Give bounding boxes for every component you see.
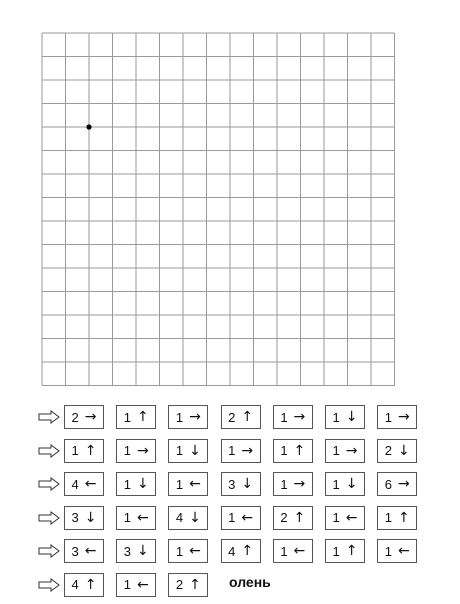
instruction-cell[interactable] [221, 472, 261, 496]
instruction-cell[interactable] [325, 405, 365, 429]
direction-arrow-icon: ← [397, 543, 410, 559]
instruction-cell[interactable] [116, 539, 156, 563]
instruction-cell[interactable] [377, 472, 417, 496]
direction-arrow-icon: ← [241, 509, 254, 526]
row-marker-arrow-icon [38, 511, 60, 525]
instruction-cell[interactable] [64, 573, 104, 597]
instruction-cell[interactable] [168, 472, 208, 496]
step-count: 1 [228, 443, 236, 458]
direction-arrow-icon: → [293, 409, 306, 425]
direction-arrow-icon: ↓ [397, 442, 410, 459]
instruction-cell[interactable] [116, 439, 156, 463]
step-count: 1 [71, 443, 79, 458]
direction-arrow-icon: → [397, 476, 410, 492]
step-count: 1 [384, 543, 392, 559]
direction-arrow-icon: ↑ [84, 442, 97, 459]
step-count: 3 [71, 510, 79, 525]
instruction-cell[interactable] [168, 506, 208, 530]
step-count: 4 [175, 510, 184, 525]
step-count: 4 [228, 543, 236, 559]
step-count: 2 [384, 443, 392, 458]
direction-arrow-icon: ← [189, 476, 201, 492]
row-marker-arrow-icon [38, 477, 60, 491]
direction-arrow-icon: ↑ [84, 576, 97, 593]
step-count: 2 [228, 409, 236, 425]
instruction-cell[interactable] [168, 573, 208, 597]
direction-arrow-icon: ↓ [241, 476, 254, 492]
answer-label: олень [229, 574, 271, 590]
step-count: 1 [332, 543, 340, 559]
step-count: 1 [175, 409, 184, 425]
step-count: 1 [123, 510, 131, 525]
step-count: 4 [71, 476, 79, 492]
step-count: 1 [332, 510, 340, 525]
direction-arrow-icon: → [293, 476, 306, 492]
direction-arrow-icon: ↑ [397, 509, 410, 526]
step-count: 1 [123, 476, 131, 492]
step-count: 4 [71, 577, 79, 592]
instruction-cell[interactable] [273, 405, 313, 429]
instruction-cell[interactable] [325, 472, 365, 496]
direction-arrow-icon: ↓ [345, 476, 358, 492]
direction-arrow-icon: ↓ [189, 509, 201, 526]
instruction-cell[interactable] [221, 539, 261, 563]
direction-arrow-icon: → [345, 442, 358, 459]
step-count: 2 [71, 409, 79, 425]
direction-arrow-icon: ↑ [189, 576, 201, 593]
direction-arrow-icon: ↑ [293, 442, 306, 459]
direction-arrow-icon: ↑ [345, 543, 358, 559]
instruction-cell[interactable] [221, 439, 261, 463]
direction-arrow-icon: ← [136, 576, 149, 593]
direction-arrow-icon: ↓ [345, 409, 358, 425]
step-count: 3 [71, 543, 79, 559]
direction-arrow-icon: → [136, 442, 149, 459]
row-marker-arrow-icon [38, 578, 60, 592]
step-count: 1 [332, 476, 340, 492]
step-count: 1 [384, 409, 392, 425]
instruction-cell[interactable] [325, 506, 365, 530]
instruction-cell[interactable] [116, 472, 156, 496]
direction-arrow-icon: ← [189, 543, 201, 559]
step-count: 1 [175, 543, 184, 559]
instruction-cell[interactable] [64, 472, 104, 496]
step-count: 2 [280, 510, 288, 525]
instruction-cell[interactable] [377, 506, 417, 530]
instruction-cell[interactable] [168, 405, 208, 429]
step-count: 1 [280, 443, 288, 458]
instruction-cell[interactable] [64, 439, 104, 463]
instruction-cell[interactable] [168, 539, 208, 563]
step-count: 1 [175, 443, 184, 458]
direction-arrow-icon: → [397, 409, 410, 425]
instruction-cell[interactable] [273, 506, 313, 530]
direction-arrow-icon: ↓ [136, 476, 149, 492]
step-count: 3 [123, 543, 131, 559]
instruction-cell[interactable] [273, 539, 313, 563]
instruction-cell[interactable] [116, 506, 156, 530]
instruction-cell[interactable] [221, 405, 261, 429]
instruction-cell[interactable] [64, 539, 104, 563]
direction-arrow-icon: ↑ [241, 409, 254, 425]
step-count: 6 [384, 476, 392, 492]
instruction-cell[interactable] [64, 405, 104, 429]
instruction-cell[interactable] [377, 439, 417, 463]
direction-arrow-icon: ↑ [241, 543, 254, 559]
instruction-cell[interactable] [168, 439, 208, 463]
step-count: 2 [175, 577, 184, 592]
step-count: 1 [280, 409, 288, 425]
step-count: 1 [332, 409, 340, 425]
instruction-cell[interactable] [116, 405, 156, 429]
step-count: 1 [175, 476, 184, 492]
instruction-cell[interactable] [377, 539, 417, 563]
direction-arrow-icon: ↓ [136, 543, 149, 559]
direction-arrow-icon: ↓ [84, 509, 97, 526]
direction-arrow-icon: ← [293, 543, 306, 559]
row-marker-arrow-icon [38, 444, 60, 458]
instruction-cell[interactable] [221, 506, 261, 530]
step-count: 1 [280, 476, 288, 492]
instruction-cell[interactable] [325, 439, 365, 463]
instruction-cell[interactable] [273, 472, 313, 496]
row-marker-arrow-icon [38, 410, 60, 424]
direction-arrow-icon: ← [136, 509, 149, 526]
step-count: 1 [332, 443, 340, 458]
direction-arrow-icon: ↑ [136, 409, 149, 425]
instruction-cell[interactable] [64, 506, 104, 530]
direction-arrow-icon: → [241, 442, 254, 459]
step-count: 3 [228, 476, 236, 492]
instruction-cell[interactable] [116, 573, 156, 597]
direction-arrow-icon: ← [84, 476, 97, 492]
instruction-cell[interactable] [273, 439, 313, 463]
direction-arrow-icon: → [189, 409, 201, 425]
step-count: 1 [123, 409, 131, 425]
direction-arrow-icon: ↑ [293, 509, 306, 526]
step-count: 1 [123, 443, 131, 458]
direction-arrow-icon: ← [84, 543, 97, 559]
step-count: 1 [228, 510, 236, 525]
step-count: 1 [280, 543, 288, 559]
start-dot [86, 124, 91, 129]
step-count: 1 [123, 577, 131, 592]
row-marker-arrow-icon [38, 544, 60, 558]
instruction-cell[interactable] [377, 405, 417, 429]
direction-arrow-icon: → [84, 409, 97, 425]
step-count: 1 [384, 510, 392, 525]
direction-arrow-icon: ↓ [189, 442, 201, 459]
direction-arrow-icon: ← [345, 509, 358, 526]
instruction-cell[interactable] [325, 539, 365, 563]
